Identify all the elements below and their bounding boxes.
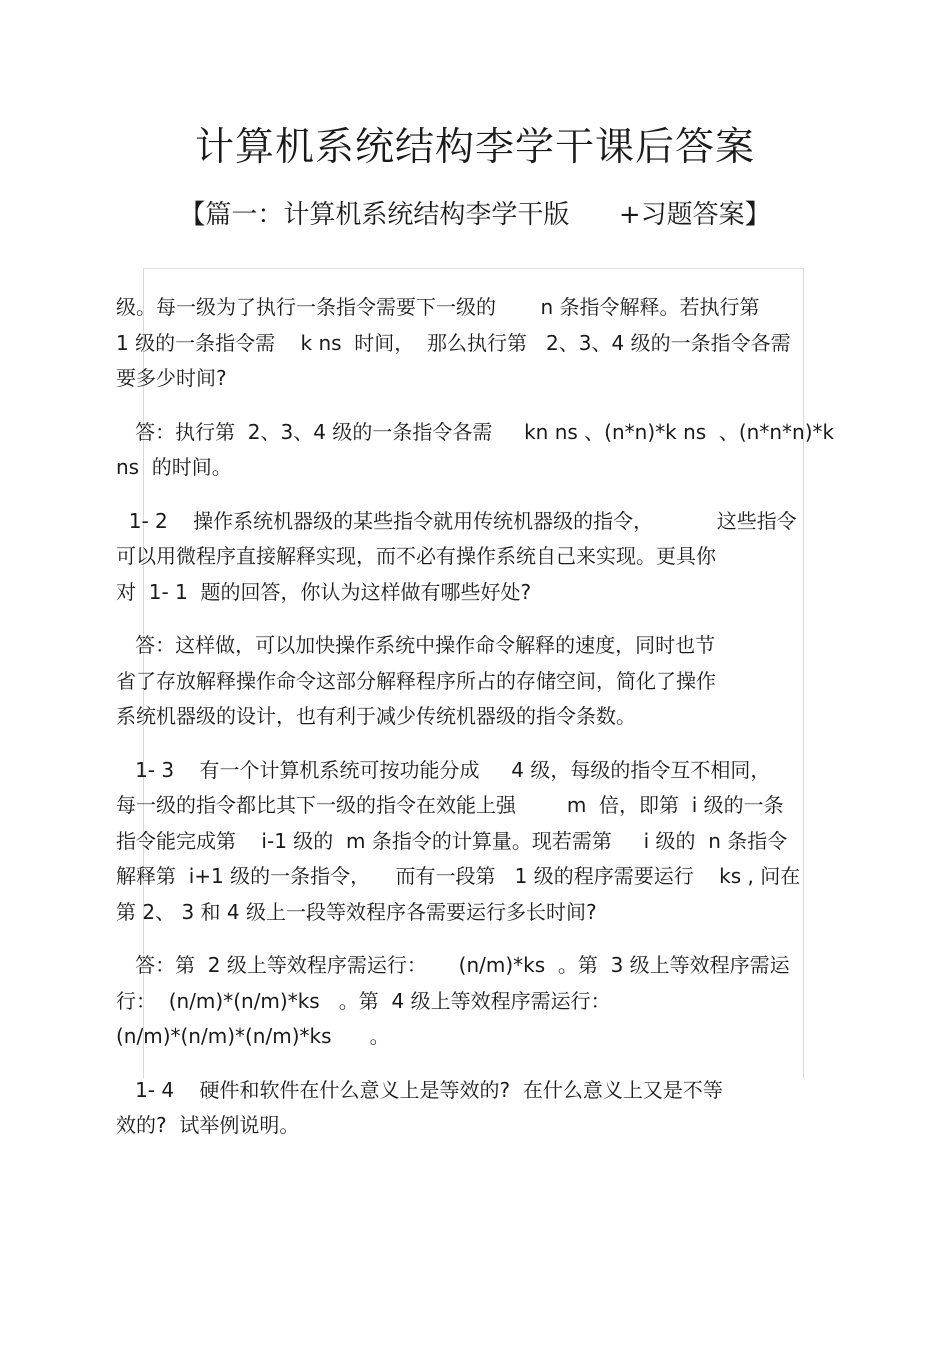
text-line: 系统机器级的设计，也有利于减少传统机器级的指令条数。 [116,704,636,728]
text-line: 对 1- 1 题的回答，你认为这样做有哪些好处? [116,579,532,604]
answer-1-1 [116,415,836,486]
text-line: 答：执行第 2、3、4 级的一条指令各需 kn ns 、(n*n)*k ns 、(n*n*n)*k [116,419,835,444]
text-line: 省了存放解释操作命令这部分解释程序所占的存储空间，简化了操作 [116,668,716,693]
text-line: 效的? 试举例说明。 [116,1113,300,1137]
question-1-2 [116,504,836,611]
text-line: 1 级的一条指令需 k ns 时间， 那么执行第 2、3、4 级的一条指令各需 [116,330,791,355]
text-line: 要多少时间? [116,366,227,390]
document-body [116,290,836,1162]
text-line: 行： (n/m)*(n/m)*ks 。第 4 级上等效程序需运行： [116,988,611,1013]
document-subtitle: 【篇一：计算机系统结构李学干版 +习题答案】 [179,200,771,230]
text-line: ns 的时间。 [116,455,232,479]
text-line: 第 2、 3 和 4 级上一段等效程序各需要运行多长时间? [116,899,597,924]
question-1-4 [116,1073,836,1144]
answer-1-3 [116,948,836,1055]
text-line: (n/m)*(n/m)*(n/m)*ks 。 [116,1024,390,1048]
question-1-3 [116,753,836,931]
answer-1-2 [116,628,836,735]
text-line: 解释第 i+1 级的一条指令， 而有一段第 1 级的程序需要运行 ks , 问在 [116,864,801,888]
document-title: 计算机系统结构李学干课后答案 [194,125,755,170]
text-line: 可以用微程序直接解释实现，而不必有操作系统自己来实现。更具你 [116,544,716,568]
text-line: 答：第 2 级上等效程序需运行： (n/m)*ks 。第 3 级上等效程序需运 [116,953,790,977]
text-line: 指令能完成第 i-1 级的 m 条指令的计算量。现若需第 i 级的 n 条指令 [116,828,788,853]
text-line: 1- 2 操作系统机器级的某些指令就用传统机器级的指令， 这些指令 [116,508,797,533]
text-line: 1- 4 硬件和软件在什么意义上是等效的? 在什么意义上又是不等 [116,1077,723,1102]
text-line: 1- 3 有一个计算机系统可按功能分成 4 级，每级的指令互不相同， [116,757,771,782]
text-line: 答：这样做，可以加快操作系统中操作命令解释的速度，同时也节 [116,633,716,657]
text-line: 每一级的指令都比其下一级的指令在效能上强 m 倍，即第 i 级的一条 [116,793,784,817]
text-line: 级。每一级为了执行一条指令需要下一级的 n 条指令解释。若执行第 [116,295,760,319]
question-1-1-tail [116,290,836,397]
